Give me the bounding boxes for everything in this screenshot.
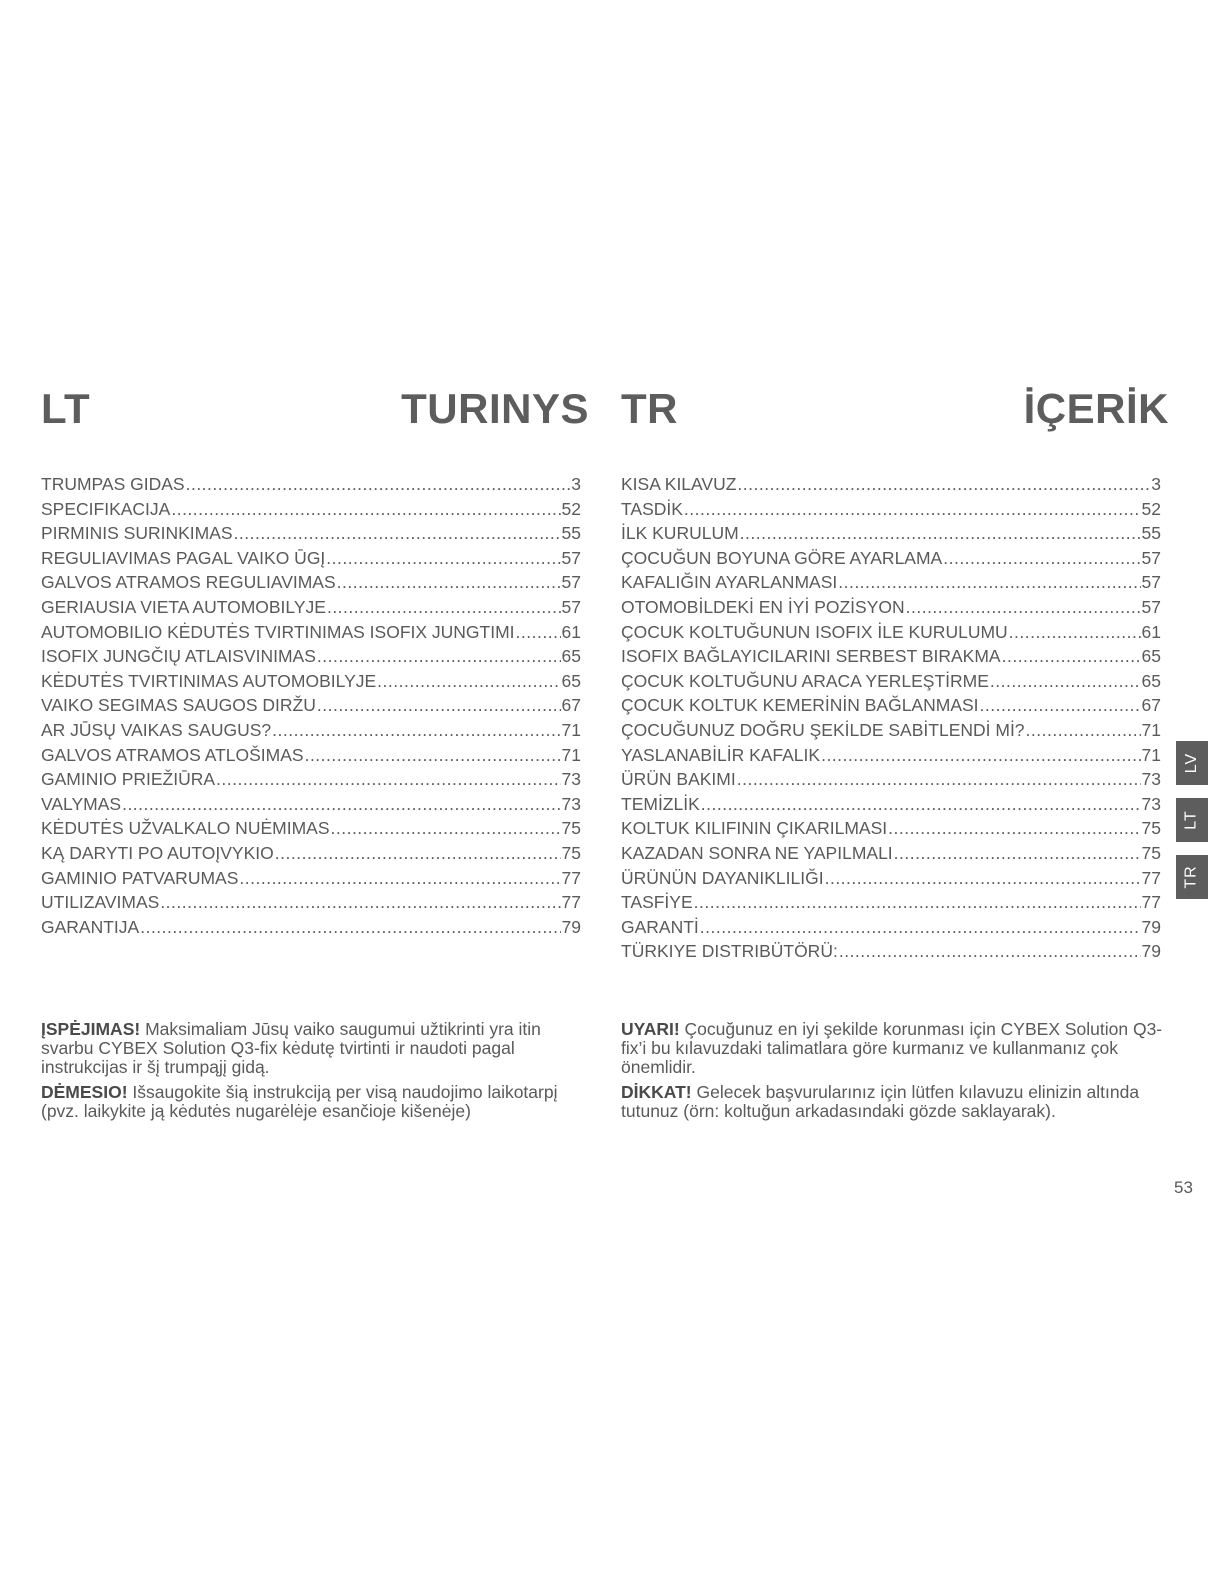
toc-dot-leader xyxy=(839,939,1141,964)
toc-dot-leader xyxy=(737,767,1141,792)
tr-attention-label: DİKKAT! xyxy=(621,1082,692,1102)
tr-warning-label: UYARI! xyxy=(621,1019,680,1039)
lt-attention-text: Išsaugokite šią instrukciją per visą naudojimo laikotarpį (pvz. laikykite ją kėdutės nugarėlėje esančioje kišenėje) xyxy=(41,1082,558,1121)
toc-entry-title: KISA KILAVUZ xyxy=(621,474,737,494)
toc-dot-leader xyxy=(821,743,1140,768)
toc-entry-title: KĄ DARYTI PO AUTOĮVYKIO xyxy=(41,842,274,863)
tr-header xyxy=(621,384,1169,440)
toc-entry-title: KĖDUTĖS TVIRTINIMAS AUTOMOBILYJE xyxy=(41,670,377,691)
toc-entry-page: 67 xyxy=(1141,695,1161,716)
toc-dot-leader xyxy=(701,792,1141,817)
toc-entry[interactable] xyxy=(41,693,581,718)
toc-dot-leader xyxy=(272,718,560,743)
toc-entry-page: 65 xyxy=(561,646,581,667)
toc-dot-leader xyxy=(275,841,561,866)
toc-dot-leader xyxy=(337,570,561,595)
toc-entry-title: ISOFIX JUNGČIŲ ATLAISVINIMAS xyxy=(41,646,316,667)
toc-entry-title: GAMINIO PATVARUMAS xyxy=(41,867,239,888)
toc-entry[interactable] xyxy=(621,866,1161,891)
toc-entry-page: 52 xyxy=(1141,498,1161,519)
lt-attention xyxy=(41,1083,589,1121)
toc-entry-title: KAFALIĞIN AYARLANMASI xyxy=(621,572,838,593)
toc-entry-title: AUTOMOBILIO KĖDUTĖS TVIRTINIMAS ISOFIX JUNGTIMI xyxy=(41,621,515,642)
toc-dot-leader xyxy=(980,693,1141,718)
toc-entry[interactable] xyxy=(41,521,581,546)
lt-column xyxy=(41,384,589,939)
toc-dot-leader xyxy=(1009,620,1141,645)
toc-entry-page: 75 xyxy=(561,818,581,839)
toc-dot-leader xyxy=(888,816,1140,841)
toc-entry-title: ISOFIX BAĞLAYICILARINI SERBEST BIRAKMA xyxy=(621,646,1001,667)
toc-entry[interactable] xyxy=(41,816,581,841)
toc-entry-title: SPECIFIKACIJA xyxy=(41,498,171,519)
toc-entry-title: ÇOCUK KOLTUĞUNU ARACA YERLEŞTİRME xyxy=(621,670,989,691)
toc-entry-title: AR JŪSŲ VAIKAS SAUGUS? xyxy=(41,719,272,740)
lt-language-code: LT xyxy=(41,385,91,432)
toc-dot-leader xyxy=(1002,644,1141,669)
toc-dot-leader xyxy=(906,595,1141,620)
toc-entry-title: GARANTİ xyxy=(621,916,699,937)
toc-entry[interactable] xyxy=(621,546,1161,571)
toc-entry-page: 55 xyxy=(561,523,581,544)
toc-entry[interactable] xyxy=(41,743,581,768)
toc-entry[interactable] xyxy=(41,767,581,792)
toc-dot-leader xyxy=(943,546,1140,571)
toc-dot-leader xyxy=(516,620,561,645)
toc-dot-leader xyxy=(838,570,1140,595)
tr-table-of-contents xyxy=(621,472,1161,964)
toc-entry-page: 79 xyxy=(1141,941,1161,962)
toc-entry[interactable] xyxy=(41,890,581,915)
toc-entry-page: 57 xyxy=(1141,547,1161,568)
toc-entry-title: REGULIAVIMAS PAGAL VAIKO ŪGĮ xyxy=(41,547,326,568)
toc-entry-page: 57 xyxy=(1141,596,1161,617)
toc-entry[interactable] xyxy=(621,693,1161,718)
tr-warning xyxy=(621,1020,1169,1077)
toc-dot-leader xyxy=(160,890,560,915)
toc-entry[interactable] xyxy=(41,620,581,645)
toc-dot-leader xyxy=(990,669,1141,694)
toc-entry[interactable] xyxy=(621,841,1161,866)
toc-dot-leader xyxy=(684,497,1141,522)
toc-dot-leader xyxy=(825,866,1141,891)
toc-entry-page: 77 xyxy=(561,867,581,888)
lt-notes xyxy=(41,1020,589,1127)
toc-entry-title: KAZADAN SONRA NE YAPILMALI xyxy=(621,842,893,863)
toc-entry-title: GARANTIJA xyxy=(41,916,140,937)
toc-entry-title: TRUMPAS GIDAS xyxy=(41,474,185,494)
toc-entry-title: VALYMAS xyxy=(41,793,122,814)
toc-entry-page: 71 xyxy=(561,744,581,765)
toc-dot-leader xyxy=(740,521,1141,546)
toc-entry-page: 57 xyxy=(561,572,581,593)
lt-warning-label: ĮSPĖJIMAS! xyxy=(41,1019,141,1039)
toc-entry[interactable] xyxy=(41,669,581,694)
toc-entry-page: 61 xyxy=(561,621,581,642)
toc-dot-leader xyxy=(239,866,560,891)
toc-entry-page: 67 xyxy=(561,695,581,716)
toc-entry[interactable] xyxy=(621,743,1161,768)
toc-entry[interactable] xyxy=(621,792,1161,817)
toc-entry[interactable] xyxy=(621,497,1161,522)
toc-dot-leader xyxy=(331,816,561,841)
toc-entry-page: 79 xyxy=(561,916,581,937)
toc-entry-title: KOLTUK KILIFININ ÇIKARILMASI xyxy=(621,818,888,839)
toc-entry-title: TÜRKIYE DISTRIBÜTÖRÜ: xyxy=(621,941,838,962)
toc-entry[interactable] xyxy=(621,472,1161,497)
toc-entry-page: 3 xyxy=(571,474,581,494)
tr-attention xyxy=(621,1083,1169,1121)
toc-entry-title: TEMİZLİK xyxy=(621,793,700,814)
toc-entry-page: 65 xyxy=(561,670,581,691)
toc-dot-leader xyxy=(327,595,561,620)
toc-entry[interactable] xyxy=(621,915,1161,940)
toc-entry-page: 52 xyxy=(561,498,581,519)
toc-entry-title: ÇOCUK KOLTUĞUNUN ISOFIX İLE KURULUMU xyxy=(621,621,1008,642)
toc-entry-title: KĖDUTĖS UŽVALKALO NUĖMIMAS xyxy=(41,818,330,839)
toc-entry-title: ÇOCUK KOLTUK KEMERİNİN BAĞLANMASI xyxy=(621,695,979,716)
toc-entry-page: 73 xyxy=(1141,769,1161,790)
toc-entry-page: 65 xyxy=(1141,670,1161,691)
toc-dot-leader xyxy=(326,546,560,571)
toc-entry[interactable] xyxy=(621,570,1161,595)
toc-entry[interactable] xyxy=(41,915,581,940)
toc-entry-title: GAMINIO PRIEŽIŪRA xyxy=(41,769,216,790)
toc-entry-page: 71 xyxy=(561,719,581,740)
toc-entry-page: 75 xyxy=(561,842,581,863)
toc-entry-page: 71 xyxy=(1141,719,1161,740)
toc-dot-leader xyxy=(377,669,560,694)
language-tab-label: LT xyxy=(1182,810,1200,830)
toc-entry-page: 73 xyxy=(561,769,581,790)
lt-header xyxy=(41,384,589,440)
language-tab-tr[interactable] xyxy=(1176,855,1208,899)
toc-dot-leader xyxy=(694,890,1141,915)
toc-entry-page: 77 xyxy=(1141,867,1161,888)
toc-entry[interactable] xyxy=(41,497,581,522)
tr-notes xyxy=(621,1020,1169,1127)
toc-entry[interactable] xyxy=(621,620,1161,645)
toc-entry[interactable] xyxy=(621,718,1161,743)
toc-entry-title: ÜRÜN BAKIMI xyxy=(621,769,736,790)
toc-entry[interactable] xyxy=(41,841,581,866)
toc-entry[interactable] xyxy=(41,595,581,620)
toc-entry-page: 73 xyxy=(561,793,581,814)
toc-entry[interactable] xyxy=(41,866,581,891)
toc-entry-page: 79 xyxy=(1141,916,1161,937)
toc-entry-title: TASFİYE xyxy=(621,892,693,913)
toc-entry-title: GALVOS ATRAMOS REGULIAVIMAS xyxy=(41,572,336,593)
toc-entry-page: 57 xyxy=(1141,572,1161,593)
language-tab-lt[interactable] xyxy=(1176,798,1208,842)
lt-warning-text: Maksimaliam Jūsų vaiko saugumui užtikrinti yra itin svarbu CYBEX Solution Q3-fix kėdutę tvirtinti ir naudoti pagal instrukcijas ir šį trumpąjį gidą. xyxy=(41,1019,541,1077)
toc-entry-title: VAIKO SEGIMAS SAUGOS DIRŽU xyxy=(41,695,316,716)
lt-warning xyxy=(41,1020,589,1077)
toc-dot-leader xyxy=(171,497,560,522)
lt-attention-label: DĖMESIO! xyxy=(41,1082,128,1102)
toc-dot-leader xyxy=(317,693,561,718)
toc-entry-page: 77 xyxy=(1141,892,1161,913)
toc-entry-title: ÜRÜNÜN DAYANIKLILIĞI xyxy=(621,867,824,888)
toc-entry-page: 65 xyxy=(1141,646,1161,667)
toc-entry[interactable] xyxy=(41,472,581,497)
tr-attention-text: Gelecek başvurularınız için lütfen kılavuzu elinizin altında tutunuz (örn: koltuğun arkadasındaki gözde saklayarak). xyxy=(621,1082,1140,1121)
toc-dot-leader xyxy=(317,644,561,669)
toc-entry-page: 55 xyxy=(1141,523,1161,544)
toc-entry[interactable] xyxy=(41,718,581,743)
toc-entry[interactable] xyxy=(621,939,1161,964)
page-number: 53 xyxy=(1174,1178,1193,1197)
toc-entry-page: 57 xyxy=(561,547,581,568)
language-tab-label: TR xyxy=(1182,865,1200,889)
toc-entry-page: 77 xyxy=(561,892,581,913)
toc-dot-leader xyxy=(216,767,560,792)
lt-contents-title: TURINYS xyxy=(401,385,589,432)
toc-entry-page: 75 xyxy=(1141,842,1161,863)
toc-entry-page: 73 xyxy=(1141,793,1161,814)
toc-entry-title: İLK KURULUM xyxy=(621,523,739,544)
tr-column xyxy=(621,384,1169,964)
tr-warning-text: Çocuğunuz en iyi şekilde korunması için CYBEX Solution Q3-fix’i bu kılavuzdaki talimatlara göre kurmanız ve kullanmanız çok önemlidir. xyxy=(621,1019,1163,1077)
toc-entry[interactable] xyxy=(621,890,1161,915)
toc-entry-title: TASDİK xyxy=(621,498,683,519)
toc-entry[interactable] xyxy=(41,644,581,669)
toc-entry[interactable] xyxy=(621,521,1161,546)
language-tab-label: LV xyxy=(1182,752,1200,774)
toc-entry[interactable] xyxy=(41,570,581,595)
toc-entry[interactable] xyxy=(621,767,1161,792)
toc-entry[interactable] xyxy=(621,669,1161,694)
toc-entry[interactable] xyxy=(621,644,1161,669)
toc-entry-title: PIRMINIS SURINKIMAS xyxy=(41,523,233,544)
toc-entry-page: 61 xyxy=(1141,621,1161,642)
toc-entry[interactable] xyxy=(621,595,1161,620)
toc-entry-title: ÇOCUĞUN BOYUNA GÖRE AYARLAMA xyxy=(621,547,943,568)
toc-dot-leader xyxy=(186,472,571,497)
toc-dot-leader xyxy=(140,915,560,940)
toc-entry[interactable] xyxy=(41,546,581,571)
tr-language-code: TR xyxy=(621,385,678,432)
toc-entry-title: YASLANABİLİR KAFALIK xyxy=(621,744,821,765)
toc-dot-leader xyxy=(737,472,1150,497)
toc-dot-leader xyxy=(305,743,561,768)
toc-entry-title: OTOMOBİLDEKİ EN İYİ POZİSYON xyxy=(621,596,905,617)
lt-table-of-contents xyxy=(41,472,581,939)
toc-entry[interactable] xyxy=(621,816,1161,841)
toc-dot-leader xyxy=(700,915,1141,940)
toc-entry-title: UTILIZAVIMAS xyxy=(41,892,160,913)
toc-entry-page: 3 xyxy=(1151,474,1161,494)
toc-entry[interactable] xyxy=(41,792,581,817)
toc-dot-leader xyxy=(1026,718,1141,743)
language-tab-lv[interactable] xyxy=(1176,741,1208,785)
toc-entry-page: 71 xyxy=(1141,744,1161,765)
toc-dot-leader xyxy=(122,792,560,817)
toc-entry-page: 75 xyxy=(1141,818,1161,839)
toc-entry-page: 57 xyxy=(561,596,581,617)
toc-entry-title: ÇOCUĞUNUZ DOĞRU ŞEKİLDE SABİTLENDİ Mİ? xyxy=(621,719,1025,740)
toc-entry-title: GERIAUSIA VIETA AUTOMOBILYJE xyxy=(41,596,326,617)
language-tabs xyxy=(1176,741,1208,912)
toc-dot-leader xyxy=(894,841,1141,866)
toc-dot-leader xyxy=(234,521,561,546)
toc-entry-title: GALVOS ATRAMOS ATLOŠIMAS xyxy=(41,744,304,765)
tr-contents-title: İÇERİK xyxy=(1023,385,1169,432)
